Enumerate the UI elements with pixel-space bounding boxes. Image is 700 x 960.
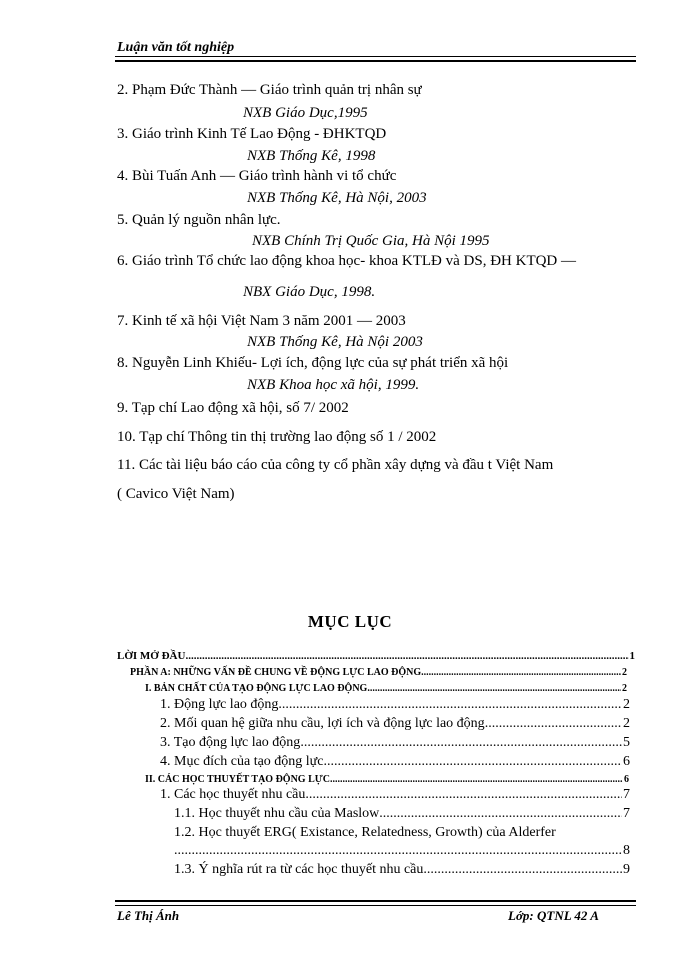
- reference-item: 5. Quản lý nguồn nhân lực.: [117, 212, 281, 228]
- toc-leader: [485, 716, 622, 732]
- reference-item: 9. Tạp chí Lao động xã hội, số 7/ 2002: [117, 400, 349, 416]
- reference-item: 3. Giáo trình Kinh Tế Lao Động - ĐHKTQD: [117, 126, 387, 142]
- page-header-title: Luận văn tốt nghiệp: [117, 40, 235, 55]
- reference-publisher: NXB Giáo Dục,1995: [243, 105, 368, 121]
- toc-entry-page: 8: [623, 843, 630, 858]
- toc-entry-page: 9: [623, 862, 630, 877]
- toc-leader: [379, 806, 622, 822]
- toc-leader: [424, 667, 621, 678]
- toc-entry-page: 6: [624, 774, 629, 785]
- toc-entry-label: LỜI MỞ ĐẦU: [117, 650, 186, 662]
- toc-entry[interactable]: [160, 697, 630, 713]
- toc-entry-page: 5: [623, 735, 630, 750]
- toc-entry-label: 4. Mục đích của tạo động lực.: [160, 754, 327, 769]
- toc-leader: [367, 683, 621, 694]
- reference-item: 7. Kinh tế xã hội Việt Nam 3 năm 2001 — 2003: [117, 313, 406, 329]
- toc-leader: [278, 697, 622, 713]
- reference-item: 10. Tạp chí Thông tin thị trường lao động số 1 / 2002: [117, 429, 437, 445]
- toc-leader: [330, 774, 623, 785]
- toc-entry-page: 2: [622, 683, 627, 694]
- footer-rule: [115, 900, 636, 906]
- toc-entry-page: 7: [623, 787, 630, 802]
- reference-item: 8. Nguyễn Linh Khiếu- Lợi ích, động lực của sự phát triển xã hội: [117, 355, 509, 371]
- toc-leader: [185, 650, 628, 662]
- toc-entry-page: 2: [623, 697, 630, 712]
- reference-publisher: NXB Khoa học xã hội, 1999.: [247, 377, 420, 393]
- toc-entry[interactable]: [145, 683, 627, 694]
- toc-entry-page: 7: [623, 806, 630, 821]
- toc-leader: [305, 787, 622, 803]
- toc-title: MỤC LỤC: [307, 612, 393, 631]
- toc-entry[interactable]: [174, 843, 630, 859]
- reference-publisher: NXB Chính Trị Quốc Gia, Hà Nội 1995: [252, 233, 490, 249]
- reference-publisher: NXB Thống Kê, Hà Nội 2003: [247, 334, 423, 350]
- toc-entry-page: 2: [622, 667, 627, 678]
- toc-entry-label: 1.3. Ý nghĩa rút ra từ các học thuyết nhu cầu: [174, 862, 424, 877]
- reference-publisher: NXB Thống Kê, 1998: [247, 148, 376, 164]
- toc-entry[interactable]: [130, 667, 627, 678]
- toc-entry[interactable]: [174, 806, 630, 822]
- reference-item: 4. Bùi Tuấn Anh — Giáo trình hành vi tổ chức: [117, 168, 397, 184]
- toc-leader: [423, 862, 622, 878]
- toc-entry-label: 1.1. Học thuyết nhu cầu của Maslow: [174, 806, 380, 821]
- toc-entry-label: 3. Tạo động lực lao động: [160, 735, 301, 750]
- toc-entry[interactable]: [160, 754, 630, 770]
- toc-entry-label: PHẦN A: NHỮNG VẤN ĐỀ CHUNG VỀ ĐỘNG LỰC LAO ĐỘNG.: [130, 667, 424, 678]
- footer-class: Lớp: QTNL 42 A: [508, 908, 599, 923]
- toc-entry-page: 1: [629, 650, 635, 662]
- toc-leader: [300, 735, 622, 751]
- toc-leader: [174, 843, 622, 859]
- toc-entry-label: I. BẢN CHẤT CỦA TẠO ĐỘNG LỰC LAO ĐỘNG: [145, 683, 368, 694]
- toc-entry[interactable]: [145, 774, 629, 785]
- toc-leader: [327, 754, 622, 770]
- reference-item: 2. Phạm Đức Thành — Giáo trình quản trị nhân sự: [117, 82, 422, 98]
- toc-entry[interactable]: [160, 735, 630, 751]
- toc-entry-label: 1. Động lực lao động: [160, 697, 279, 712]
- toc-entry[interactable]: [160, 716, 630, 732]
- toc-entry-label: 1. Các học thuyết nhu cầu: [160, 787, 306, 802]
- toc-entry-label: 2. Mối quan hệ giữa nhu cầu, lợi ích và động lực lao động: [160, 716, 485, 731]
- reference-publisher: NXB Thống Kê, Hà Nội, 2003: [247, 190, 427, 206]
- header-rule: [115, 56, 636, 62]
- reference-item: ( Cavico Việt Nam): [117, 486, 235, 502]
- toc-entry-label: II. CÁC HỌC THUYẾT TẠO ĐỘNG LỰC: [145, 774, 330, 785]
- toc-entry-page: 6: [623, 754, 630, 769]
- footer-author: Lê Thị Ánh: [117, 908, 180, 923]
- toc-entry[interactable]: [160, 787, 630, 803]
- reference-publisher: NBX Giáo Dục, 1998.: [243, 284, 376, 300]
- toc-entry-page: 2: [623, 716, 630, 731]
- toc-entry[interactable]: [174, 862, 630, 878]
- toc-entry-label[interactable]: 1.2. Học thuyết ERG( Existance, Relatedness, Growth) của Alderfer: [174, 825, 556, 840]
- toc-entry[interactable]: [117, 650, 635, 662]
- reference-item: 11. Các tài liệu báo cáo của công ty cổ phần xây dựng và đầu t Việt Nam: [117, 457, 554, 473]
- reference-item: 6. Giáo trình Tổ chức lao động khoa học- khoa KTLĐ và DS, ĐH KTQD —: [117, 253, 577, 269]
